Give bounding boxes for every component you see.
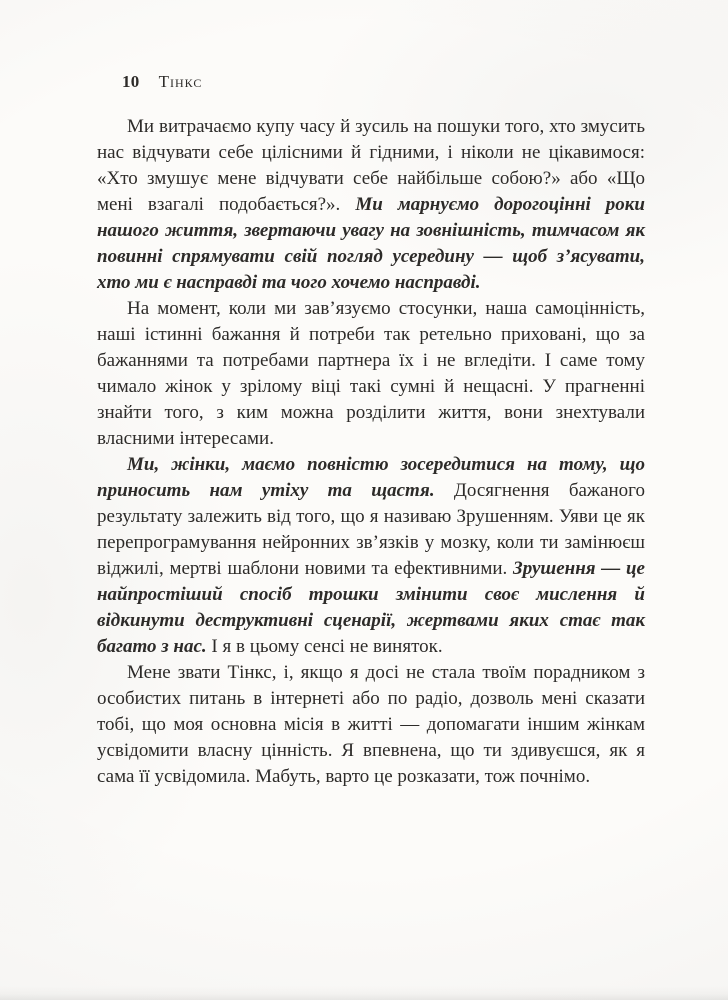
paragraph	[97, 296, 645, 452]
paragraph	[97, 452, 645, 660]
text-run: Досягнення бажаного результату залежить від того, що я називаю Зрушенням. Уяви це як перепрограмування нейронних зв’язків у мозку, коли ти замінюєш віджилі, мертві шаблони новими та ефективними.	[97, 480, 645, 579]
emphasis-text-run: Ми марнуємо дорогоцінні роки нашого життя, звертаючи увагу на зовнішність, тимчасом як повинні спрямувати свій погляд усередину — щоб з’ясувати, хто ми є насправді та чого хочемо насправді.	[97, 194, 645, 293]
emphasis-text-run: Ми, жінки, маємо повністю зосередитися на тому, що приносить нам утіху та щастя.	[97, 454, 645, 501]
text-run: Мене звати Тінкс, і, якщо я досі не стала твоїм порадником з особистих питань в інтернеті або по радіо, дозволь мені сказати тобі, що моя основна місія в житті — допомагати іншим жінкам усвідомити власну цінність. Я впевнена, що ти здивуєшся, як я сама її усвідомила. Мабуть, варто це розказати, тож почнімо.	[97, 662, 645, 787]
running-head: Тінкс	[158, 72, 203, 91]
text-run: На момент, коли ми зав’язуємо стосунки, наша самоцінність, наші істинні бажання й потреби так ретельно приховані, що за бажаннями та потребами партнера їх і не вгледіти. І саме тому чимало жінок у зрілому віці такі сумні й нещасні. У прагненні знайти того, з ким можна розділити життя, вони знехтували власними інтересами.	[97, 298, 645, 449]
text-run: І я в цьому сенсі не виняток.	[211, 636, 443, 657]
page-number: 10	[122, 72, 140, 91]
page-header	[122, 72, 202, 92]
body-text	[97, 114, 645, 790]
paragraph	[97, 114, 645, 296]
emphasis-text-run: Зрушення — це найпростіший спосіб трошки змінити своє мислення й відкинути деструктивні сценарії, жертвами яких стає так багато з нас.	[97, 558, 645, 657]
paragraph	[97, 660, 645, 790]
text-run: Ми витрачаємо купу часу й зусиль на пошуки того, хто змусить нас відчувати себе цілісними й гідними, і ніколи не цікавимося: «Хто змушує мене відчувати себе найбільше собою?» або «Що мені взагалі подобається?».	[97, 116, 645, 215]
